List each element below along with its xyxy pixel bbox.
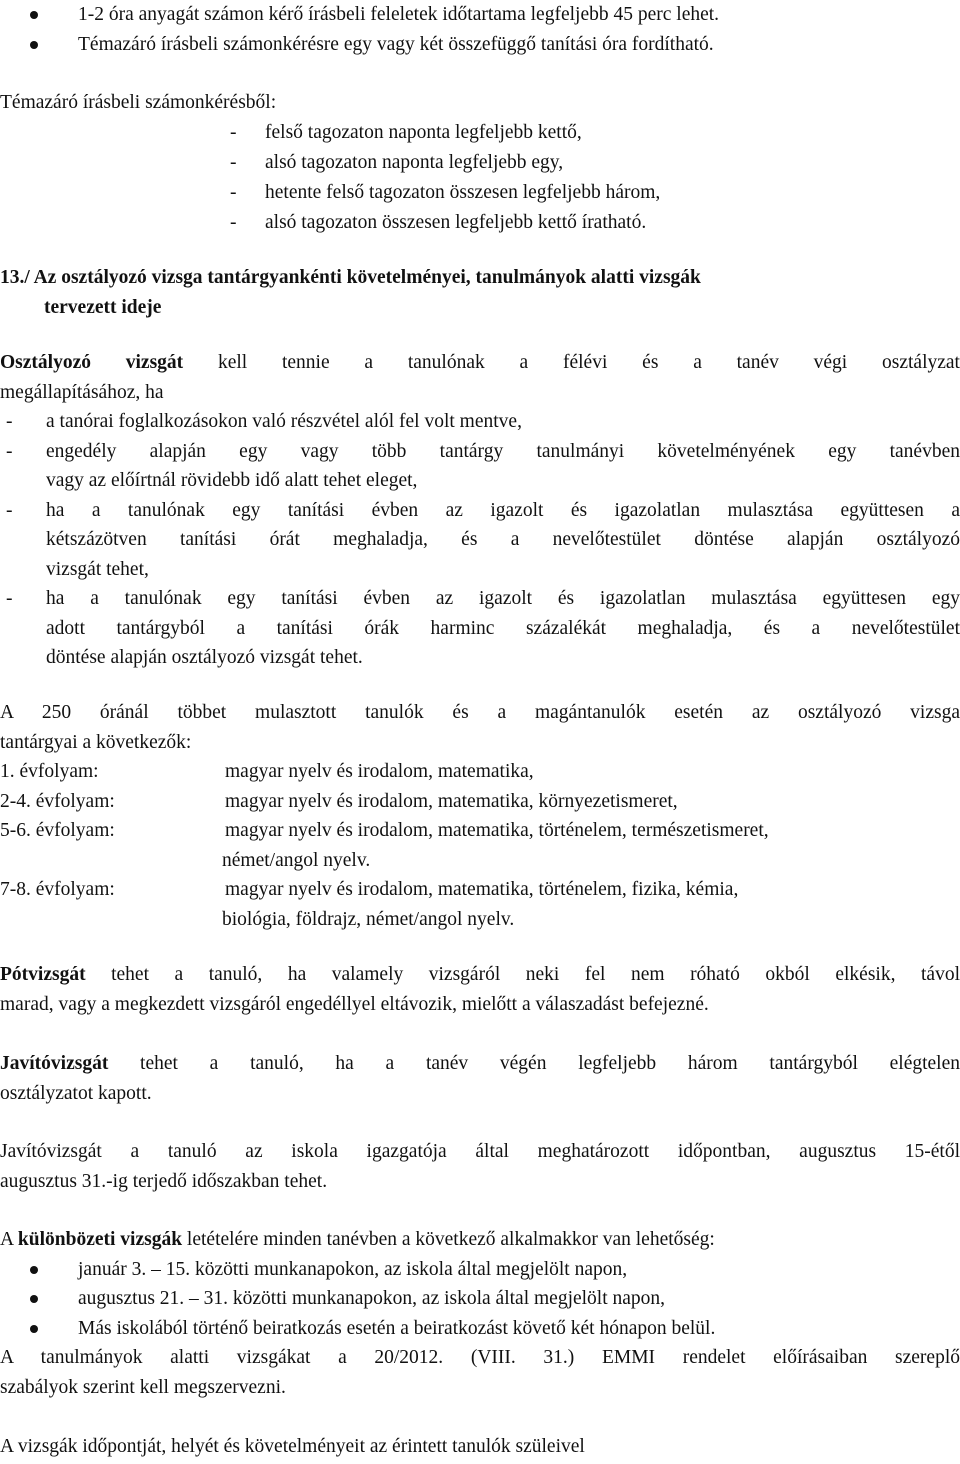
condition-item-cont: [0, 643, 960, 673]
paragraph-line: [0, 1049, 960, 1079]
paragraph-line: augusztus 31.-ig terjedő időszakban tehet.: [0, 1170, 328, 1192]
list-item-text: Más iskolából történő beiratkozás esetén a beiratkozást követő két hónapon belül.: [78, 1317, 716, 1339]
list-item: [0, 30, 960, 60]
osztalyozo-block: [0, 348, 960, 673]
paragraph-text: tehet a tanuló, ha a tanév végén legfeljebb három tantárgyból elégtelen: [108, 1053, 960, 1074]
temazaro-block: [0, 88, 960, 238]
grade-subjects: német/angol nyelv.: [222, 849, 371, 871]
paragraph-line: A tanulmányok alatti vizsgákat a 20/2012. (VIII. 31.) EMMI rendelet előírásaiban szereplő: [0, 1347, 960, 1368]
paragraph-line: [0, 348, 960, 378]
grade-label: 7-8. évfolyam:: [0, 879, 115, 900]
condition-item-cont: [0, 614, 960, 644]
condition-text: ha a tanulónak egy tanítási évben az igazolt és igazolatlan mulasztása együttesen egy: [46, 588, 960, 609]
grade-row: [0, 816, 960, 846]
list-item: [0, 1255, 960, 1285]
list-item-text: Témazáró írásbeli számonkérésre egy vagy két összefüggő tanítási óra fordítható.: [78, 33, 714, 55]
list-item-text: 1-2 óra anyagát számon kérő írásbeli feleletek időtartama legfeljebb 45 perc lehet.: [78, 4, 720, 25]
condition-item-cont: [0, 555, 960, 585]
paragraph-line: szabályok szerint kell megszervezni.: [0, 1376, 286, 1398]
dash-marker: -: [6, 440, 13, 462]
list-item: [0, 1314, 960, 1344]
list-item-text: alsó tagozaton naponta legfeljebb egy,: [265, 151, 564, 173]
grade-subjects: magyar nyelv és irodalom, matematika, környezetismeret,: [225, 790, 678, 812]
condition-text: vizsgát tehet,: [46, 558, 149, 580]
bold-term: Osztályozó vizsgát: [0, 352, 184, 373]
paragraph-line: tantárgyai a következők:: [0, 731, 192, 753]
kulonbozeti-block: [0, 1225, 960, 1402]
bold-term: Javítóvizsgát: [0, 1053, 109, 1074]
condition-item: [0, 496, 960, 526]
list-item: [0, 178, 960, 208]
paragraph-line: megállapításához, ha: [0, 381, 164, 403]
list-item-text: felső tagozaton naponta legfeljebb kettő,: [265, 121, 582, 143]
condition-item-cont: [0, 466, 960, 496]
bullet-icon: [30, 1325, 38, 1333]
list-item-text: hetente felső tagozaton összesen legfeljebb három,: [265, 181, 661, 203]
bullet-icon: [30, 11, 38, 19]
dash-marker: -: [230, 181, 237, 203]
top-bullet-list: [0, 0, 960, 59]
paragraph-line: osztályzatot kapott.: [0, 1082, 152, 1104]
dash-marker: -: [6, 588, 13, 609]
condition-item: [0, 584, 960, 614]
paragraph-line: Javítóvizsgát a tanuló az iskola igazgatója által meghatározott időpontban, augusztus 15-étől: [0, 1141, 960, 1162]
paragraph-line: [0, 1225, 960, 1255]
grade-row: [0, 787, 960, 817]
grade-row: [0, 875, 960, 905]
paragraph-line: A 250 óránál többet mulasztott tanulók és a magántanulók esetén az osztályozó vizsga: [0, 702, 960, 723]
grade-subjects: biológia, földrajz, német/angol nyelv.: [222, 908, 515, 930]
list-item-text: augusztus 21. – 31. közötti munkanapokon, az iskola által megjelölt napon,: [78, 1288, 666, 1309]
condition-text: ha a tanulónak egy tanítási évben az igazolt és igazolatlan mulasztása együttesen a: [46, 499, 960, 521]
list-item-text: alsó tagozaton összesen legfeljebb kettő íratható.: [265, 211, 647, 233]
paragraph-text: kell tennie a tanulónak a félévi és a tanév végi osztályzat: [183, 352, 960, 373]
dash-marker: -: [6, 499, 13, 521]
list-item: [0, 118, 960, 148]
grade-label: 5-6. évfolyam:: [0, 820, 115, 841]
dash-marker: -: [230, 121, 237, 143]
condition-text: vagy az előírtnál rövidebb idő alatt tehet eleget,: [46, 470, 418, 491]
dash-marker: -: [6, 411, 13, 432]
section-heading-line: tervezett ideje: [44, 296, 162, 318]
bold-term: Pótvizsgát: [0, 964, 86, 985]
condition-item-cont: [0, 525, 960, 555]
bullet-icon: [30, 41, 38, 49]
grade-subjects: magyar nyelv és irodalom, matematika,: [225, 761, 534, 782]
condition-item: [0, 437, 960, 467]
grade-row-cont: [0, 905, 960, 935]
list-item-text: január 3. – 15. közötti munkanapokon, az iskola által megjelölt napon,: [78, 1258, 628, 1280]
paragraph-line: [0, 960, 960, 990]
condition-text: döntése alapján osztályozó vizsgát tehet.: [46, 647, 363, 668]
javitovizsga-block: [0, 1049, 960, 1108]
bullet-icon: [30, 1266, 38, 1274]
list-item: [0, 148, 960, 178]
javito-ido-block: [0, 1137, 960, 1196]
grade-row-cont: [0, 846, 960, 876]
paragraph-line: marad, vagy a megkezdett vizsgáról engedéllyel eltávozik, mielőtt a válaszadást befejezné.: [0, 993, 709, 1015]
paragraph-text: tehet a tanuló, ha valamely vizsgáról neki fel nem róható okból elkésik, távol: [85, 964, 960, 985]
list-item: [0, 0, 960, 30]
potvizsga-block: [0, 960, 960, 1019]
paragraph-line: A vizsgák időpontját, helyét és követelményeit az érintett tanulók szüleivel: [0, 1436, 585, 1457]
section-heading-line: 13./ Az osztályozó vizsga tantárgyankénti követelményei, tanulmányok alatti vizsgák: [0, 267, 701, 288]
grade-label: 2-4. évfolyam:: [0, 790, 115, 812]
list-item: [0, 1284, 960, 1314]
temazaro-intro: Témazáró írásbeli számonkérésből:: [0, 92, 277, 113]
section-13-heading: [0, 263, 960, 322]
bullet-icon: [30, 1295, 38, 1303]
grade-subjects: magyar nyelv és irodalom, matematika, történelem, természetismeret,: [225, 820, 769, 841]
condition-text: a tanórai foglalkozásokon való részvétel alól fel volt mentve,: [46, 411, 522, 432]
dash-marker: -: [230, 211, 237, 233]
paragraph-text: A: [0, 1229, 18, 1250]
condition-text: engedély alapján egy vagy több tantárgy tanulmányi követelményének egy tanévben: [46, 440, 960, 462]
condition-text: adott tantárgyból a tanítási órák harminc százalékát meghaladja, és a nevelőtestület: [46, 617, 960, 639]
condition-text: kétszázötven tanítási órát meghaladja, és a nevelőtestület döntése alapján osztályozó: [46, 529, 960, 550]
last-paragraph: [0, 1432, 960, 1462]
grade-subjects: magyar nyelv és irodalom, matematika, történelem, fizika, kémia,: [225, 879, 739, 900]
bold-term: különbözeti vizsgák: [17, 1229, 183, 1250]
paragraph-text: letételére minden tanévben a következő alkalmakkor van lehetőség:: [182, 1229, 715, 1250]
grade-label: 1. évfolyam:: [0, 761, 99, 782]
list-item: [0, 208, 960, 238]
condition-item: [0, 407, 960, 437]
grade-row: [0, 757, 960, 787]
dash-marker: -: [230, 151, 237, 173]
subjects-block: [0, 698, 960, 934]
